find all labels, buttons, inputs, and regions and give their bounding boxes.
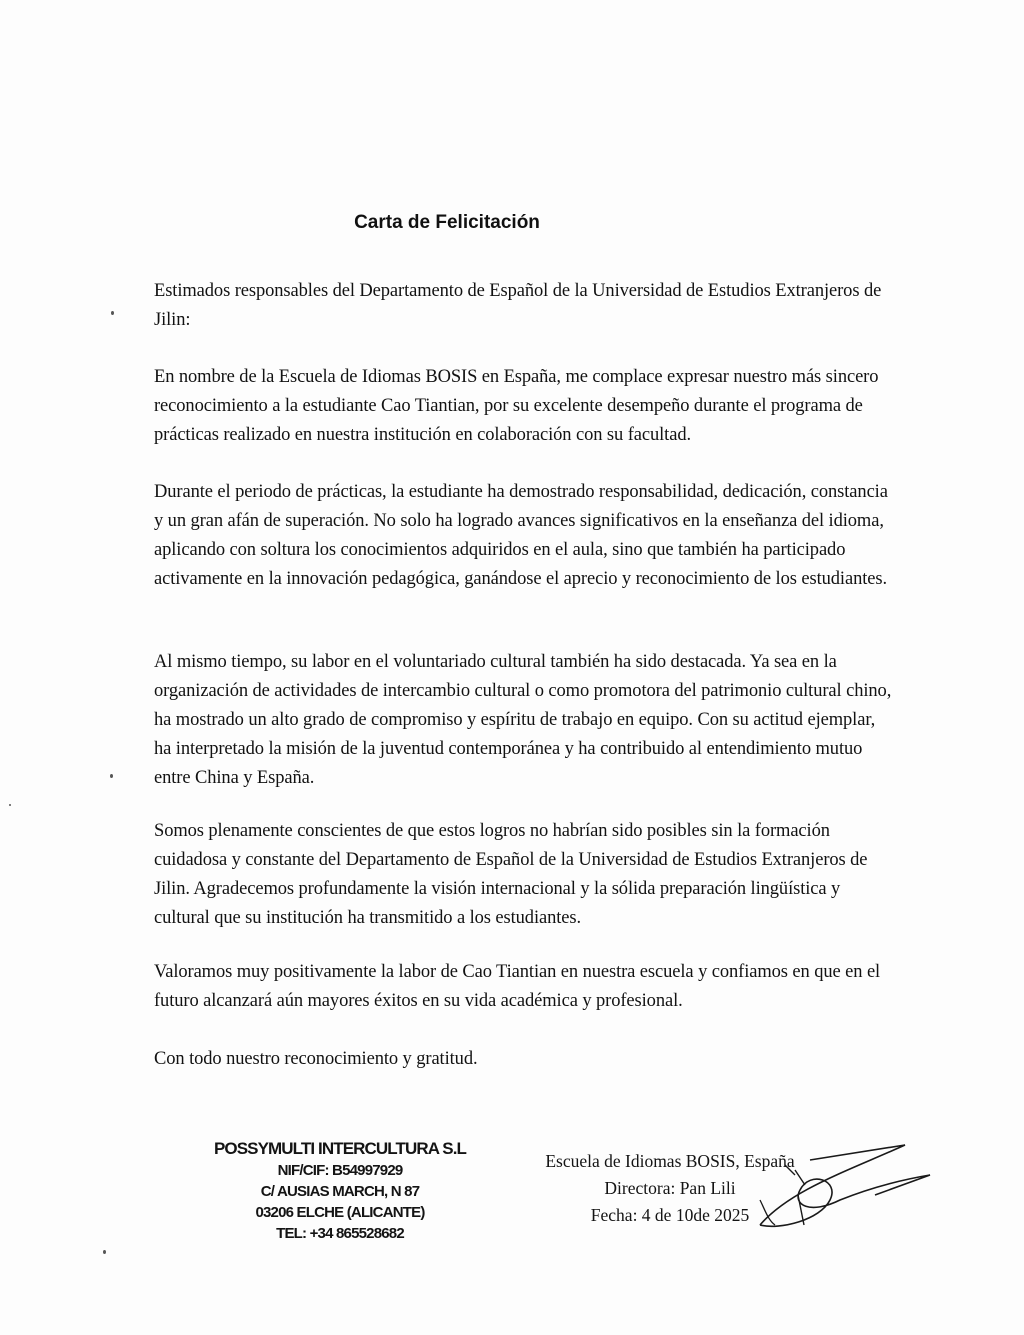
signer-date: Fecha: 4 de 10de 2025 xyxy=(590,1205,750,1225)
scan-speck xyxy=(103,1250,106,1254)
company-name: POSSYMULTI INTERCULTURA S.L xyxy=(213,1139,467,1158)
salutation-text: Estimados responsables del Departamento de Español de la Universidad de Estudios Extranjeros de Jilin: xyxy=(154,281,882,330)
paragraph-2 xyxy=(154,478,894,594)
salutation xyxy=(154,277,894,335)
paragraph-text: En nombre de la Escuela de Idiomas BOSIS en España, me complace expresar nuestro más sincero reconocimiento a la estudiante Cao Tiantian, por su excelente desempeño durante el programa de prácticas realizado en nuestra institución en colaboración con su facultad. xyxy=(154,367,879,445)
company-phone: TEL: +34 865528682 xyxy=(276,1225,404,1242)
signer-institution: Escuela de Idiomas BOSIS, España xyxy=(545,1151,795,1171)
scan-speck xyxy=(110,774,113,778)
company-nif: NIF/CIF: B54997929 xyxy=(277,1162,403,1179)
paragraph-text: Valoramos muy positivamente la labor de Cao Tiantian en nuestra escuela y confiamos en que en el futuro alcanzará aún mayores éxitos en su vida académica y profesional. xyxy=(154,962,881,1011)
paragraph-1 xyxy=(154,363,894,450)
paragraph-text: Somos plenamente conscientes de que estos logros no habrían sido posibles sin la formación cuidadosa y constante del Departamento de Español de la Universidad de Estudios Extranjeros de Jilin. Agradecemos profundamente la visión internacional y la sólida preparación lingüística y cultural que su institución ha transmitido a los estudiantes. xyxy=(154,821,868,928)
scan-speck xyxy=(9,804,11,806)
signer-role: Directora: Pan Lili xyxy=(604,1178,736,1198)
closing-text: Con todo nuestro reconocimiento y gratitud. xyxy=(154,1049,478,1069)
scan-speck xyxy=(111,311,114,315)
letter-title: Carta de Felicitación xyxy=(354,212,540,233)
company-stamp xyxy=(180,1138,500,1244)
company-city: 03206 ELCHE (ALICANTE) xyxy=(255,1204,425,1221)
paragraph-5 xyxy=(154,958,894,1016)
handwritten-signature xyxy=(700,1130,940,1230)
paragraph-text: Durante el periodo de prácticas, la estudiante ha demostrado responsabilidad, dedicación, constancia y un gran afán de superación. No solo ha logrado avances significativos en la enseñanza del idioma, aplicando con soltura los conocimientos adquiridos en el aula, sino que también ha participado activamente en la innovación pedagógica, ganándose el aprecio y reconocimiento de los estudiantes. xyxy=(154,482,888,589)
company-address: C/ AUSIAS MARCH, N 87 xyxy=(260,1183,420,1200)
paragraph-4 xyxy=(154,817,894,933)
paragraph-text: Al mismo tiempo, su labor en el voluntariado cultural también ha sido destacada. Ya sea en la organización de actividades de intercambio cultural o como promotora del patrimonio cultural chino, ha mostrado un alto grado de compromiso y espíritu de trabajo en equipo. Con su actitud ejemplar, ha interpretado la misión de la juventud contemporánea y ha contribuido al entendimiento mutuo entre China y España. xyxy=(154,652,892,788)
closing xyxy=(154,1045,894,1074)
paragraph-3 xyxy=(154,648,894,793)
